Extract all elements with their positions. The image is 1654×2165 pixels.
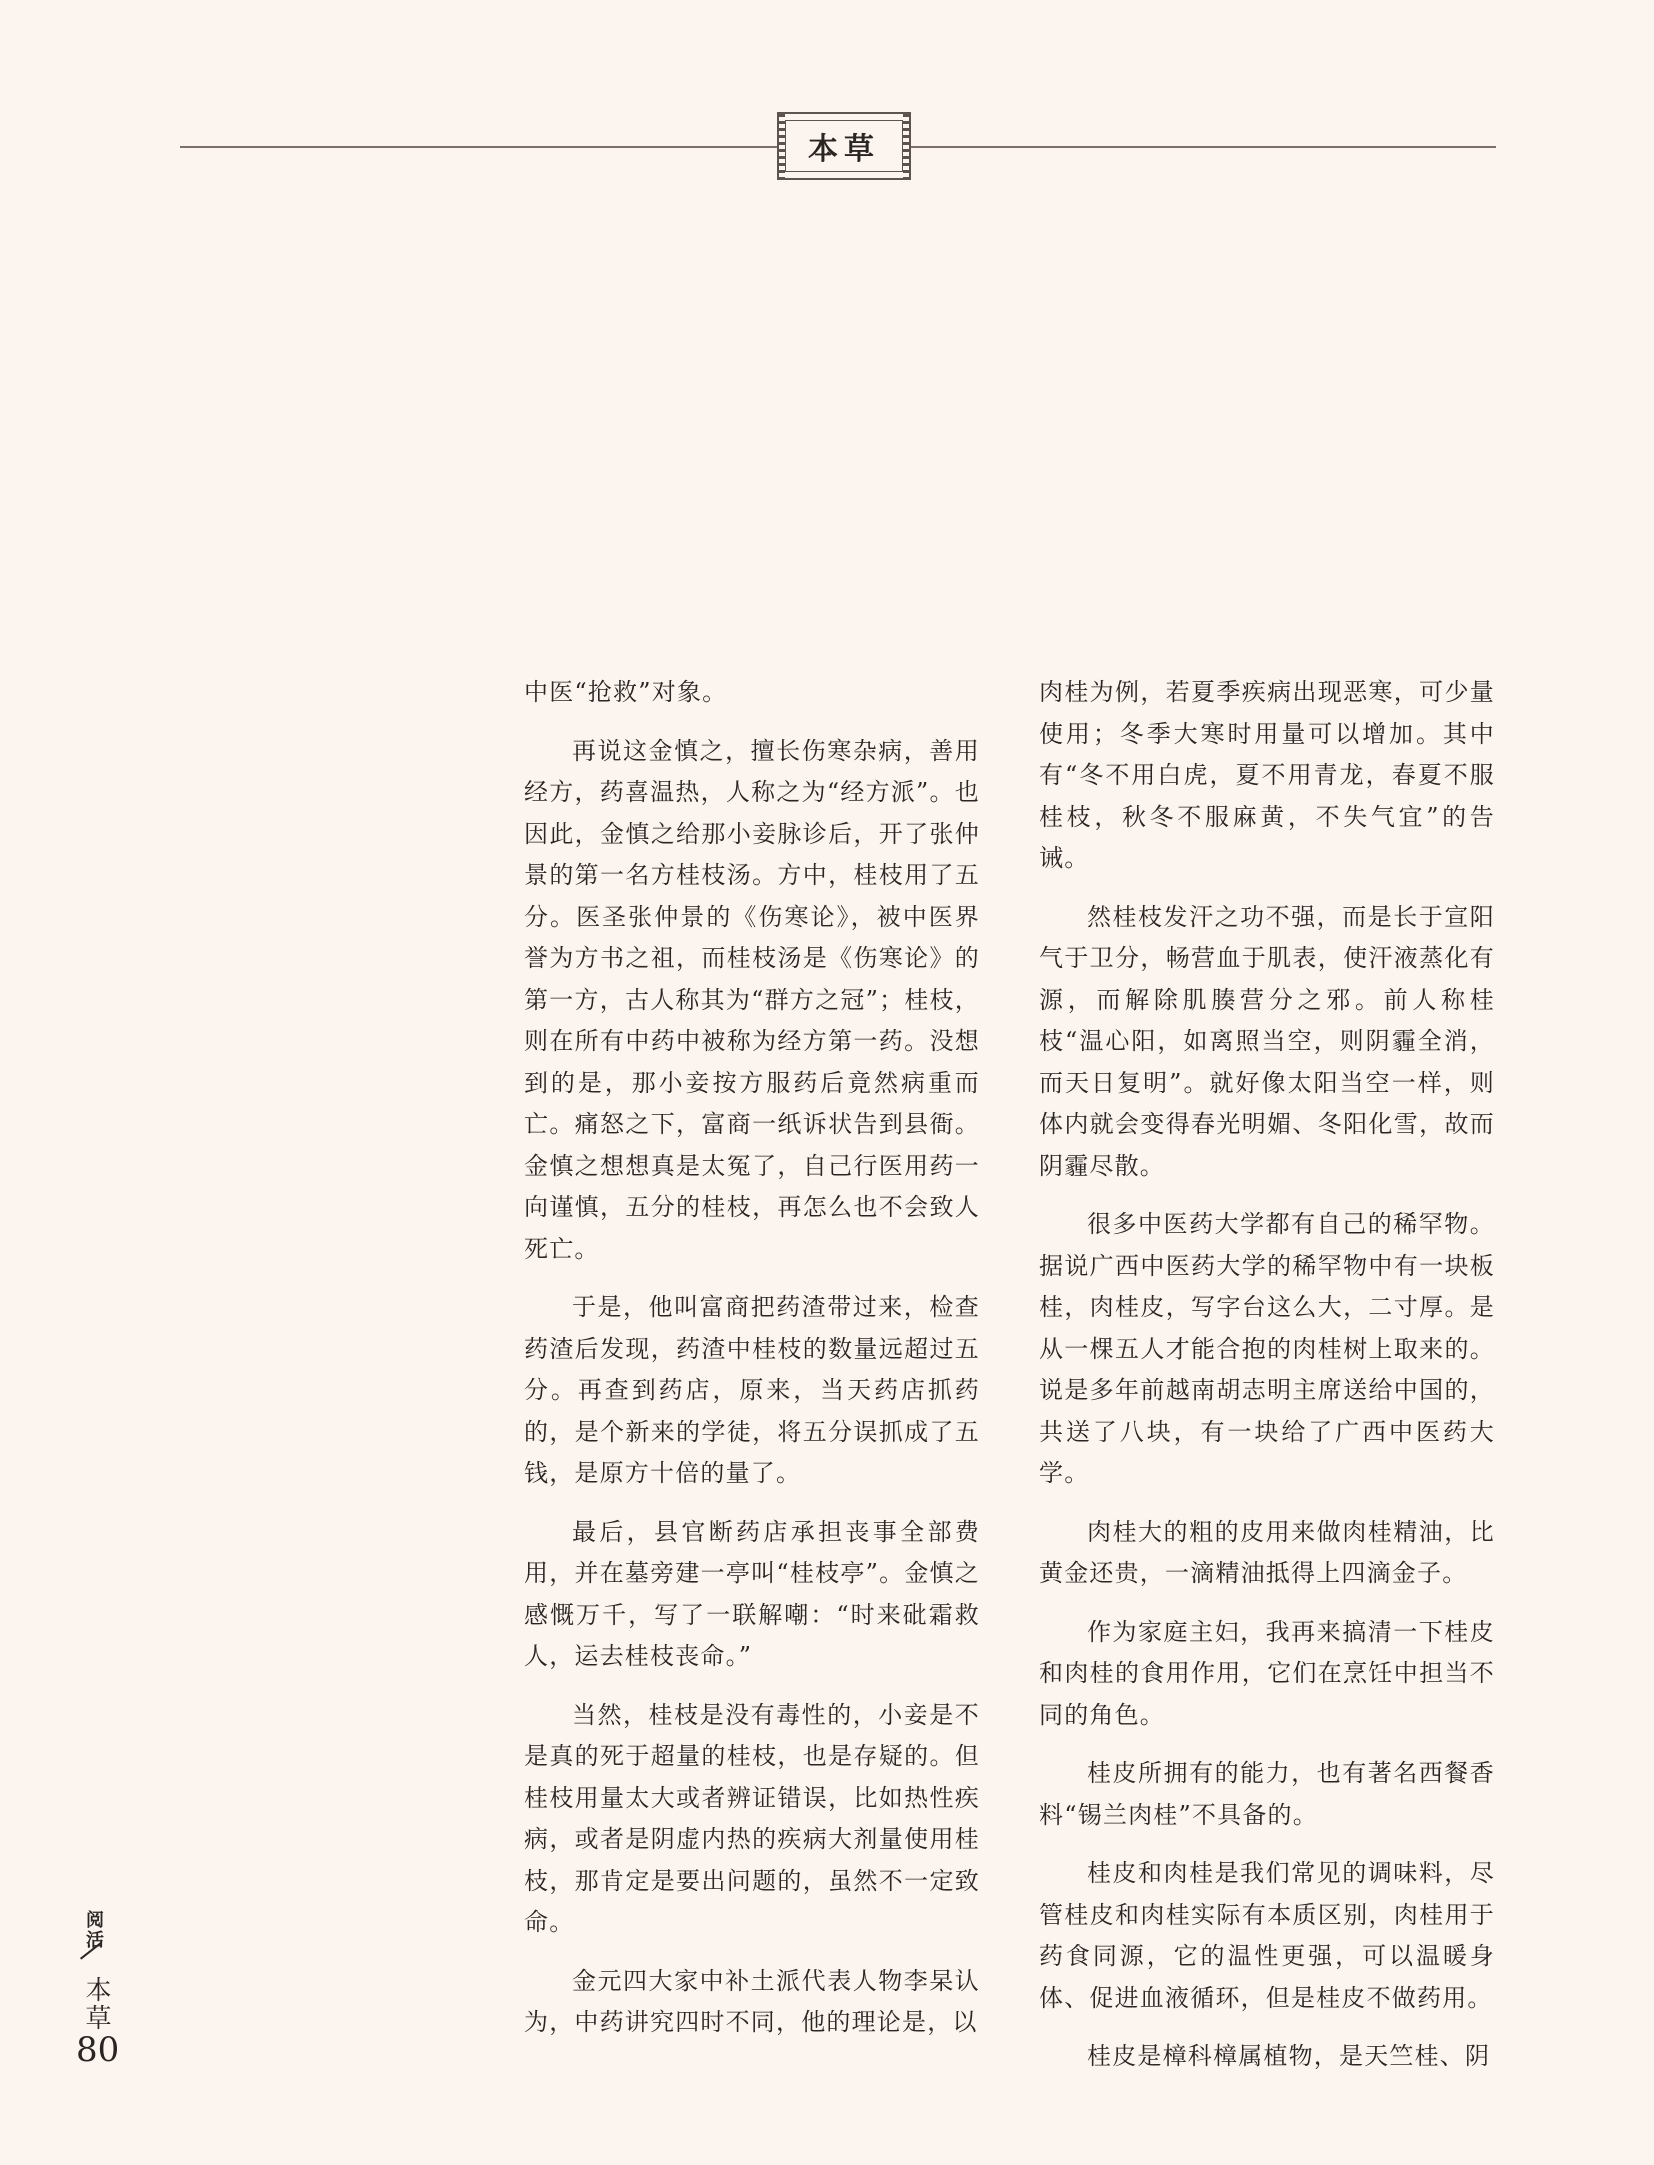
right-text-column (1039, 672, 1495, 2095)
left-text-column (524, 672, 980, 2061)
paragraph: 肉桂为例，若夏季疾病出现恶寒，可少量使用；冬季大寒时用量可以增加。其中有“冬不用白虎，夏不用青龙，春夏不服桂枝，秋冬不服麻黄，不失气宜”的告诫。 (1039, 678, 1495, 872)
paragraph: 于是，他叫富商把药渣带过来，检查药渣后发现，药渣中桂枝的数量远超过五分。再查到药店，原来，当天药店抓药的，是个新来的学徒，将五分误抓成了五钱，是原方十倍的量了。 (524, 1293, 980, 1487)
paragraph: 肉桂大的粗的皮用来做肉桂精油，比黄金还贵，一滴精油抵得上四滴金子。 (1039, 1517, 1495, 1587)
sidebar-section-name: 本草 (81, 1976, 111, 2032)
paragraph: 当然，桂枝是没有毒性的，小妾是不是真的死于超量的桂枝，也是存疑的。但桂枝用量太大或者辨证错误，比如热性疾病，或者是阴虚内热的疾病大剂量使用桂枝，那肯定是要出问题的，虽然不一定致命。 (524, 1700, 980, 1936)
page-number: 80 (76, 2030, 120, 2070)
paragraph: 最后，县官断药店承担丧事全部费用，并在墓旁建一亭叫“桂枝亭”。金慎之感慨万千，写了一联解嘲：“时来砒霜救人，运去桂枝丧命。” (524, 1517, 980, 1670)
badge-frame (785, 120, 903, 172)
paragraph: 再说这金慎之，擅长伤寒杂病，善用经方，药喜温热，人称之为“经方派”。也因此，金慎之给那小妾脉诊后，开了张仲景的第一名方桂枝汤。方中，桂枝用了五分。医圣张仲景的《伤寒论》，被中医界誉为方书之祖，而桂枝汤是《伤寒论》的第一方，古人称其为“群方之冠”；桂枝，则在所有中药中被称为经方第一药。没想到的是，那小妾按方服药后竟然病重而亡。痛怒之下，富商一纸诉状告到县衙。金慎之想想真是太冤了，自己行医用药一向谨慎，五分的桂枝，再怎么也不会致人死亡。 (524, 736, 980, 1263)
badge-ornament-right (903, 114, 909, 178)
magazine-name: 阅活 (83, 1910, 104, 1950)
paragraph: 桂皮和肉桂是我们常见的调味料，尽管桂皮和肉桂实际有本质区别，肉桂用于药食同源，它的温性更强，可以温暖身体、促进血液循环，但是桂皮不做药用。 (1039, 1859, 1495, 2012)
paragraph: 桂皮所拥有的能力，也有著名西餐香料“锡兰肉桂”不具备的。 (1039, 1759, 1495, 1829)
section-title: 本草 (808, 132, 880, 167)
paragraph: 然桂枝发汗之功不强，而是长于宣阳气于卫分，畅营血于肌表，使汗液蒸化有源，而解除肌腠营分之邪。前人称桂枝“温心阳，如离照当空，则阴霾全消，而天日复明”。就好像太阳当空一样，则体内就会变得春光明媚、冬阳化雪，故而阴霾尽散。 (1039, 902, 1495, 1180)
paragraph: 作为家庭主妇，我再来搞清一下桂皮和肉桂的食用作用，它们在烹饪中担当不同的角色。 (1039, 1617, 1495, 1729)
paragraph: 中医“抢救”对象。 (524, 678, 728, 706)
section-header-badge (777, 112, 911, 180)
paragraph: 桂皮是樟科樟属植物，是天竺桂、阴 (1087, 2042, 1491, 2070)
paragraph: 金元四大家中补土派代表人物李杲认为，中药讲究四时不同，他的理论是，以 (524, 1966, 980, 2036)
paragraph: 很多中医药大学都有自己的稀罕物。据说广西中医药大学的稀罕物中有一块板桂，肉桂皮，写字台这么大，二寸厚。是从一棵五人才能合抱的肉桂树上取来的。说是多年前越南胡志明主席送给中国的，共送了八块，有一块给了广西中医药大学。 (1039, 1210, 1495, 1487)
